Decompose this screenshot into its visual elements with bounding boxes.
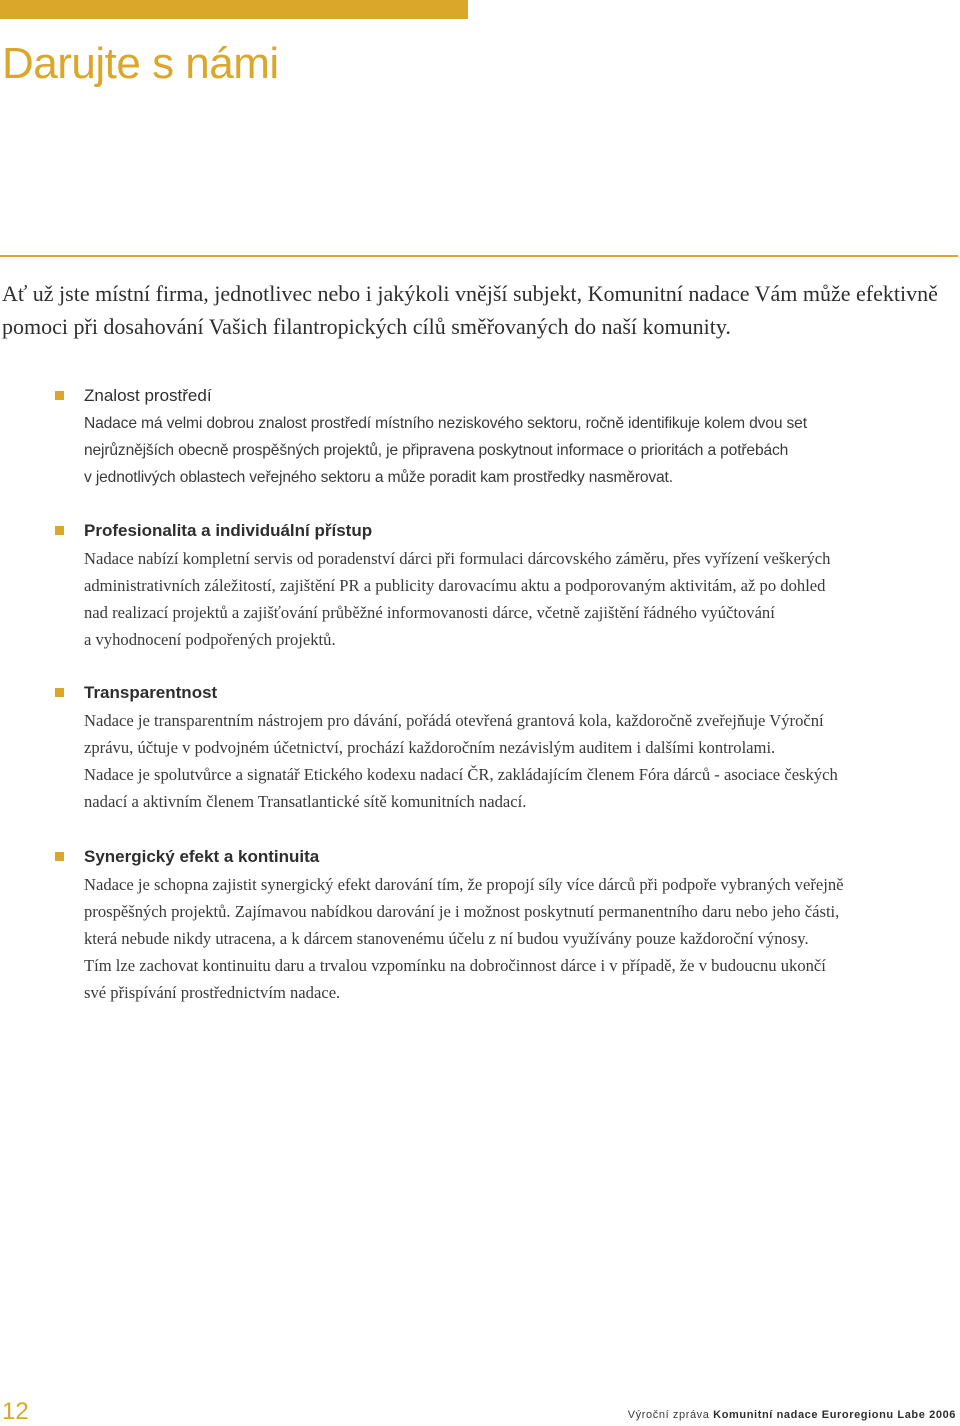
section-body: Nadace je schopna zajistit synergický efekt darování tím, že propojí síly více dárců při podpoře vybraných veřejně prospěšných projektů. Zajímavou nabídkou darování je i možnost poskytnutí permanentního daru nebo jeho části, která nebude nikdy utracena, a k dárcem stanovenému účelu z ní budou využívány pouze každoroční výnosy. Tím lze zachovat kontinuitu daru a trvalou vzpomínku na dobročinnost dárce i v případě, že v budoucnu ukončí své přispívání prostřednictvím nadace. [84,875,844,1002]
footer-credit-organization: Komunitní nadace Euroregionu Labe 2006 [713,1409,956,1421]
section-body: Nadace je transparentním nástrojem pro dávání, pořádá otevřená grantová kola, každoročně zveřejňuje Výroční zprávu, účtuje v podvojném účetnictví, prochází každoročním nezávislým auditem i dalšími kontrolami. Nadace je spolutvůrce a signatář Etického kodexu nadací ČR, zakládajícím členem Fóra dárců - asociace českých nadací a aktivním členem Transatlantické sítě komunitních nadací. [84,711,838,811]
section-synergy [55,845,955,1006]
footer-credit [628,1409,956,1421]
page-title: Darujte s námi [2,39,279,88]
divider-rule [0,255,958,257]
section-professionalism [55,519,955,653]
section-body: Nadace má velmi dobrou znalost prostředí místního neziskového sektoru, ročně identifikuje kolem dvou set nejrůznějších obecně prospěšných projektů, je připravena poskytnout informace o prioritách a potřebách v jednotlivých oblastech veřejného sektoru a může poradit kam prostředky nasměrovat. [84,415,807,486]
square-bullet-icon [55,688,64,697]
section-body: Nadace nabízí kompletní servis od poradenství dárci při formulaci dárcovského záměru, přes vyřízení veškerých administrativních záležitostí, zajištění PR a publicity darovacímu aktu a podporovaným aktivitám, až po dohled nad realizací projektů a zajišťování průběžné informovanosti dárce, včetně zajištění řádného vyúčtování a vyhodnocení podpořených projektů. [84,549,831,649]
square-bullet-icon [55,852,64,861]
section-transparency [55,681,955,815]
footer-credit-prefix: Výroční zpráva [627,1409,710,1421]
section-heading: Znalost prostředí [84,386,212,405]
square-bullet-icon [55,391,64,400]
page-number: 12 [2,1398,29,1425]
section-heading: Profesionalita a individuální přístup [84,521,373,540]
intro-paragraph: Ať už jste místní firma, jednotlivec nebo i jakýkoli vnější subjekt, Komunitní nadace Vám může efektivně pomoci při dosahování Vašich filantropických cílů směřovaných do naší komunity. [2,281,938,339]
section-knowledge [55,384,955,491]
top-accent-bar [0,0,468,19]
section-heading: Transparentnost [84,683,218,702]
square-bullet-icon [55,526,64,535]
section-heading: Synergický efekt a kontinuita [84,847,320,866]
